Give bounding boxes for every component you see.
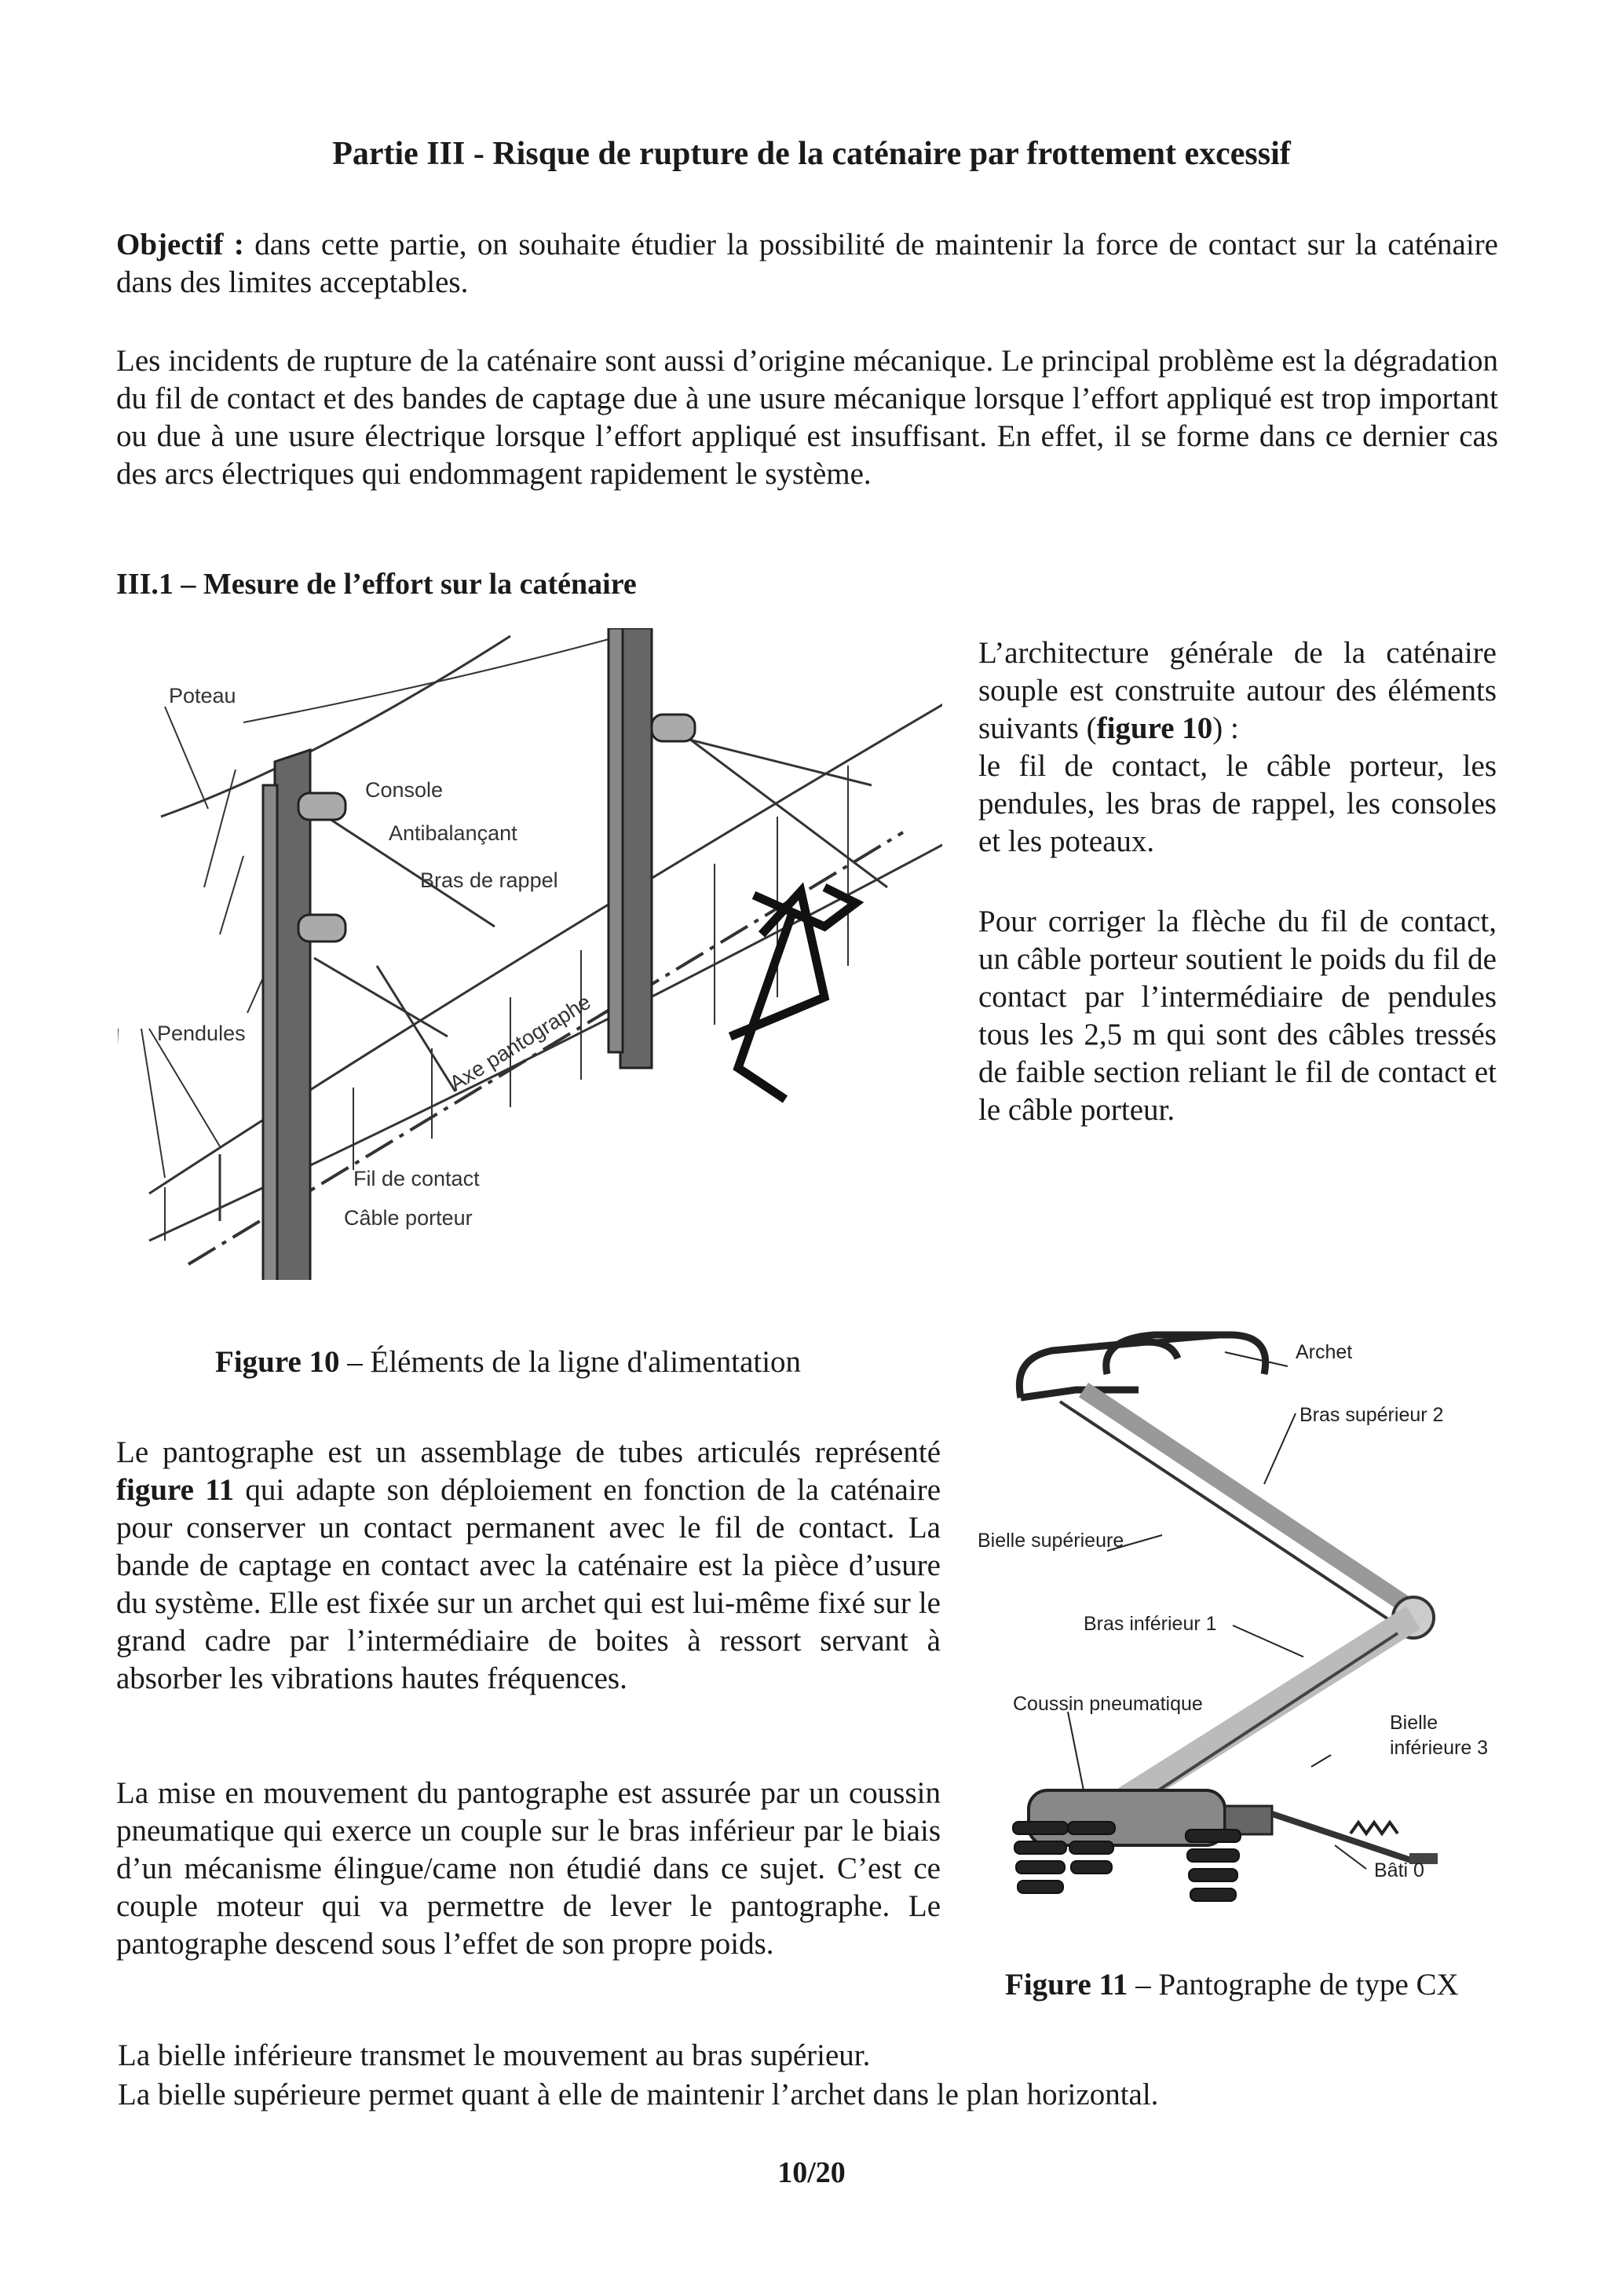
closing-line-1: La bielle inférieure transmet le mouvement au bras supérieur. <box>118 2038 871 2072</box>
label-bielle-inferieure-a: Bielle <box>1390 1712 1438 1734</box>
upper-curve-wire-2 <box>243 636 620 722</box>
architecture-text-b: ) : <box>1212 711 1239 745</box>
objective-text: dans cette partie, on souhaite étudier la possibilité de maintenir la force de contact sur la caténaire dans des limites acceptables. <box>116 228 1498 299</box>
objective-label: Objectif : <box>116 228 244 261</box>
archet-frame <box>1019 1335 1265 1398</box>
pantograph-sketch <box>730 887 856 1099</box>
poteau-right <box>620 628 652 1068</box>
closing-line-2: La bielle supérieure permet quant à elle de maintenir l’archet dans le plan horizontal. <box>118 2078 1159 2111</box>
label-bras-inferieur: Bras inférieur 1 <box>1084 1613 1217 1635</box>
architecture-text-a: L’architecture générale de la caténaire souple est construite autour des éléments suivants ( <box>978 636 1497 745</box>
bielle-superieure <box>1060 1402 1398 1625</box>
label-console: Console <box>365 778 444 802</box>
label-pendules: Pendules <box>157 1022 246 1045</box>
poteau-left <box>275 750 310 1280</box>
figure-10-catenary-diagram <box>118 628 942 1280</box>
pantograph-paragraph <box>116 1434 941 1698</box>
label-bati: Bâti 0 <box>1374 1859 1424 1881</box>
bielle-inferieure <box>1146 1633 1398 1798</box>
figure-11-pantograph-diagram <box>974 1327 1515 1924</box>
label-bras-superieur: Bras supérieur 2 <box>1299 1404 1444 1426</box>
objective-paragraph <box>116 226 1498 302</box>
label-archet: Archet <box>1296 1341 1353 1363</box>
label-bielle-superieure: Bielle supérieure <box>978 1530 1124 1552</box>
pantograph-text-a: Le pantographe est un assemblage de tubes articulés représenté <box>116 1435 941 1469</box>
antibalancant-arm <box>314 958 448 1036</box>
section-heading: III.1 – Mesure de l’effort sur la caténaire <box>116 568 637 601</box>
figure-11-caption-label: Figure 11 <box>1005 1968 1128 2002</box>
figure-11-caption-text: – Pantographe de type CX <box>1128 1968 1459 2002</box>
correction-paragraph: Pour corriger la flèche du fil de contact, un câble porteur soutient le poids du fil de contact par l’intermédiaire de pendules tous les 2,5 m qui sont des câbles tressés de faible section reliant le fil de contact et le câble porteur. <box>978 905 1497 1127</box>
page-number: 10/20 <box>777 2156 846 2189</box>
figure-10-ref: figure 10 <box>1096 711 1213 745</box>
label-fil-contact: Fil de contact <box>353 1167 480 1190</box>
figure-11-caption <box>1005 1967 1459 2002</box>
figure-10-caption-label: Figure 10 <box>215 1345 340 1379</box>
architecture-text-c: le fil de contact, le câble porteur, les pendules, les bras de rappel, les consoles et les poteaux. <box>978 749 1497 858</box>
figure-10-caption-text: – Éléments de la ligne d'alimentation <box>339 1345 802 1379</box>
upper-curve-wire <box>161 636 510 817</box>
intro-paragraph: Les incidents de rupture de la caténaire sont aussi d’origine mécanique. Le principal problème est la dégradation du fil de contact et des bandes de captage due à une usure mécanique lorsque l’effort appliqué est trop important ou due à une usure électrique lorsque l’effort appliqué est insuffisant. En effet, il se forme dans ce dernier cas des arcs électriques qui endommagent rapidement le système. <box>116 344 1498 491</box>
figure-10-caption <box>215 1344 801 1380</box>
movement-paragraph: La mise en mouvement du pantographe est assurée par un coussin pneumatique qui exerce un couple sur le bras inférieur par le biais d’un mécanisme élingue/came non étudié dans ce sujet. C’est ce couple moteur qui va permettre de lever le pantographe. Le pantographe descend sous l’effet de son propre poids. <box>116 1776 941 1961</box>
label-coussin-pneumatique: Coussin pneumatique <box>1013 1693 1203 1715</box>
label-bielle-inferieure-b: inférieure 3 <box>1390 1737 1489 1759</box>
label-poteau: Poteau <box>169 684 236 707</box>
label-bras-rappel: Bras de rappel <box>420 868 558 892</box>
page-title: Partie III - Risque de rupture de la caténaire par frottement excessif <box>332 136 1291 172</box>
label-antibalancant: Antibalançant <box>389 821 517 845</box>
pantograph-text-b: qui adapte son déploiement en fonction de la caténaire pour conserver un contact permanent avec le fil de contact. La bande de captage en contact avec la caténaire est la pièce d’usure du système. Elle est fixée sur un archet qui est lui-même fixé sur le grand cadre par l’intermédiaire de boites à ressort servant à absorber les vibrations hautes fréquences. <box>116 1473 941 1695</box>
architecture-paragraph <box>978 634 1497 861</box>
label-axe-pantographe: Axe pantographe <box>445 989 595 1096</box>
label-cable-porteur: Câble porteur <box>344 1206 473 1230</box>
figure-11-ref: figure 11 <box>116 1473 235 1507</box>
